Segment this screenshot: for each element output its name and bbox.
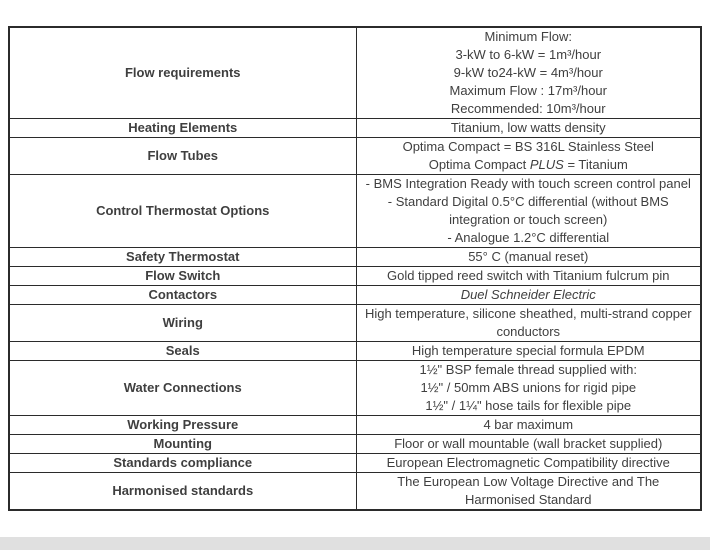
spec-value [356, 286, 701, 305]
spec-value [356, 305, 701, 342]
table-row [9, 342, 701, 361]
spec-value-line [357, 267, 701, 285]
spec-value [356, 119, 701, 138]
spec-label: Flow Tubes [9, 138, 356, 175]
spec-value-text: 3-kW to 6-kW = 1m³/hour [455, 47, 602, 62]
spec-value-text: Optima Compact = BS 316L Stainless Steel [402, 139, 654, 154]
spec-value-line [357, 175, 701, 193]
product-spec-table [8, 26, 702, 511]
spec-value-line [357, 305, 701, 323]
spec-value-text: Minimum Flow: [484, 29, 572, 44]
table-row [9, 175, 701, 248]
spec-value-line [357, 323, 701, 341]
spec-value [356, 175, 701, 248]
spec-label: Flow requirements [9, 27, 356, 119]
spec-value-text: Titanium, low watts density [450, 120, 606, 135]
spec-value [356, 248, 701, 267]
table-row [9, 119, 701, 138]
table-row [9, 361, 701, 416]
spec-value-text: Recommended: 10m³/hour [450, 101, 606, 116]
spec-value-text: High temperature, silicone sheathed, multi-strand copper [364, 306, 692, 321]
spec-value-line [357, 46, 701, 64]
spec-value [356, 342, 701, 361]
spec-value-text: = Titanium [563, 157, 628, 172]
spec-value-text: European Electromagnetic Compatibility directive [386, 455, 670, 470]
spec-label: Heating Elements [9, 119, 356, 138]
spec-value-text: - Standard Digital 0.5°C differential (without BMS [387, 194, 669, 209]
table-row [9, 138, 701, 175]
spec-value [356, 138, 701, 175]
spec-value-text: 1½" BSP female thread supplied with: [419, 362, 638, 377]
spec-value-line [357, 64, 701, 82]
spec-value-line [357, 193, 701, 211]
spec-value [356, 435, 701, 454]
spec-label: Working Pressure [9, 416, 356, 435]
spec-value [356, 473, 701, 511]
spec-value-text: 9-kW to24-kW = 4m³/hour [453, 65, 603, 80]
spec-value-text: Harmonised Standard [465, 492, 592, 507]
spec-label: Control Thermostat Options [9, 175, 356, 248]
spec-value-line [357, 454, 701, 472]
spec-value-line [357, 342, 701, 360]
bottom-bar [0, 537, 710, 550]
table-row [9, 286, 701, 305]
spec-value-text: PLUS [529, 157, 564, 172]
spec-value-line [357, 138, 701, 156]
spec-value-text: High temperature special formula EPDM [411, 343, 645, 358]
spec-value [356, 27, 701, 119]
spec-value-line [357, 416, 701, 434]
spec-value-line [357, 211, 701, 229]
spec-value-line [357, 286, 701, 304]
spec-value-line [357, 397, 701, 415]
spec-table-body [9, 27, 701, 510]
spec-label: Mounting [9, 435, 356, 454]
spec-label: Standards compliance [9, 454, 356, 473]
spec-value-line [357, 229, 701, 247]
spec-value-line [357, 435, 701, 453]
table-row [9, 305, 701, 342]
table-row [9, 473, 701, 511]
table-row [9, 248, 701, 267]
spec-label: Wiring [9, 305, 356, 342]
table-row [9, 454, 701, 473]
spec-value-text: Optima Compact [428, 157, 530, 172]
spec-value-line [357, 379, 701, 397]
spec-value-text: integration or touch screen) [449, 212, 608, 227]
spec-value-text: Floor or wall mountable (wall bracket supplied) [394, 436, 663, 451]
spec-value-text: conductors [496, 324, 561, 339]
spec-value [356, 361, 701, 416]
spec-value-line [357, 119, 701, 137]
spec-value-line [357, 491, 701, 509]
spec-value-line [357, 361, 701, 379]
spec-value-line [357, 248, 701, 266]
spec-label: Harmonised standards [9, 473, 356, 511]
spec-label: Safety Thermostat [9, 248, 356, 267]
spec-value-text: 4 bar maximum [483, 417, 574, 432]
spec-label: Water Connections [9, 361, 356, 416]
spec-value [356, 416, 701, 435]
spec-value [356, 454, 701, 473]
spec-value-text: The European Low Voltage Directive and The [397, 474, 660, 489]
spec-value-line [357, 28, 701, 46]
spec-value-line [357, 156, 701, 174]
spec-value-text: Duel Schneider Electric [460, 287, 596, 302]
spec-value-text: Maximum Flow : 17m³/hour [449, 83, 607, 98]
spec-label: Contactors [9, 286, 356, 305]
spec-label: Seals [9, 342, 356, 361]
table-row [9, 27, 701, 119]
table-row [9, 416, 701, 435]
spec-value-text: 55° C (manual reset) [468, 249, 589, 264]
table-row [9, 435, 701, 454]
spec-value-line [357, 82, 701, 100]
spec-value-text: 1½" / 1¼" hose tails for flexible pipe [425, 398, 632, 413]
spec-value-line [357, 473, 701, 491]
spec-value [356, 267, 701, 286]
spec-value-text: 1½" / 50mm ABS unions for rigid pipe [420, 380, 637, 395]
spec-value-text: - Analogue 1.2°C differential [447, 230, 610, 245]
spec-value-text: Gold tipped reed switch with Titanium fulcrum pin [386, 268, 670, 283]
table-row [9, 267, 701, 286]
spec-label: Flow Switch [9, 267, 356, 286]
spec-value-text: - BMS Integration Ready with touch screen control panel [365, 176, 691, 191]
spec-value-line [357, 100, 701, 118]
